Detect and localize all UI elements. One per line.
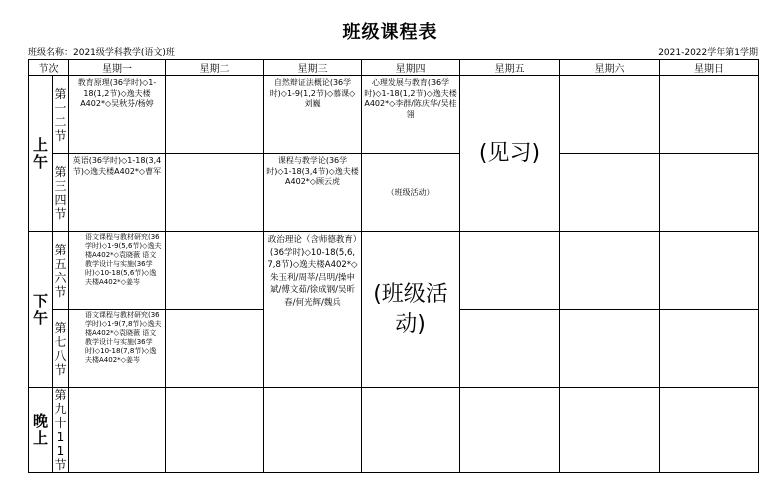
course-fri-1-4: (见习) <box>460 76 560 232</box>
course-wed-5-8: 政治理论（含师德教育）(36学时)◇10-18(5,6, 7,8节)◇逸夫楼A402*◇朱玉利/周莘/吕明/操申斌/傅文茹/徐成钢/吴昕春/何光辉/魏兵 <box>264 232 362 388</box>
empty-tue-5-6 <box>166 232 264 310</box>
empty-sat-5-6 <box>560 232 660 310</box>
page-title: 班级课程表 <box>342 22 438 43</box>
course-thu-3-4: （班级活动） <box>362 154 460 232</box>
header-thursday: 星期四 <box>362 60 460 76</box>
header-period: 节次 <box>29 60 69 76</box>
course-mon-3-4: 英语(36学时)◇1-18(3,4节)◇逸夫楼A402*◇曹军 <box>69 154 166 232</box>
empty-sat-7-8 <box>560 310 660 388</box>
empty-mon-9-11 <box>69 388 166 473</box>
slot-5-6: 第五六节 <box>53 232 69 310</box>
slot-9-11: 第九十11节 <box>54 388 67 472</box>
empty-tue-1-2 <box>166 76 264 154</box>
empty-tue-7-8 <box>166 310 264 388</box>
term-label: 2021-2022学年第1学期 <box>658 48 758 58</box>
header-tuesday: 星期二 <box>166 60 264 76</box>
header-sunday: 星期日 <box>660 60 759 76</box>
empty-sat-1-2 <box>560 76 660 154</box>
slot-3-4: 第三四节 <box>53 154 69 232</box>
course-wed-1-2: 自然辩证法概论(36学时)◇1-9(1,2节)◇慕课◇刘巍 <box>264 76 362 154</box>
course-wed-3-4: 课程与教学论(36学时)◇1-18(3,4节)◇逸夫楼A402*◇顾云虎 <box>264 154 362 232</box>
empty-sun-5-6 <box>660 232 759 310</box>
header-wednesday: 星期三 <box>264 60 362 76</box>
empty-thu-9-11 <box>362 388 460 473</box>
course-mon-7-8: 语文课程与教材研究(36学时)◇1-9(7,8节)◇逸夫楼A402*◇袁晓薇 语文教学设计与实施(36学时)◇10-18(7,8节)◇逸夫楼A402*◇姜岑 <box>69 310 166 388</box>
empty-fri-9-11 <box>460 388 560 473</box>
header-monday: 星期一 <box>69 60 166 76</box>
empty-tue-9-11 <box>166 388 264 473</box>
course-thu-1-2: 心理发展与教育(36学时)◇1-18(1,2节)◇逸夫楼A402*◇李群/陈庆华/吴桂翎 <box>362 76 460 154</box>
slot-7-8: 第七八节 <box>53 310 69 388</box>
schedule-table <box>28 59 759 473</box>
empty-tue-3-4 <box>166 154 264 232</box>
empty-wed-9-11 <box>264 388 362 473</box>
empty-fri-5-6 <box>460 232 560 310</box>
empty-sun-9-11 <box>660 388 759 473</box>
period-evening: 晚上 <box>29 388 53 473</box>
header-saturday: 星期六 <box>560 60 660 76</box>
class-name-label: 班级名称：2021级学科教学(语文)班 <box>28 48 175 58</box>
empty-sat-9-11 <box>560 388 660 473</box>
course-mon-1-2: 教育原理(36学时)◇1-18(1,2节)◇逸夫楼A402*◇吴秋芬/杨婷 <box>69 76 166 154</box>
slot-1-2: 第一二节 <box>53 76 69 154</box>
course-mon-5-6: 语文课程与教材研究(36学时)◇1-9(5,6节)◇逸夫楼A402*◇袁晓薇 语文教学设计与实施(36学时)◇10-18(5,6节)◇逸夫楼A402*◇姜岑 <box>69 232 166 310</box>
header-friday: 星期五 <box>460 60 560 76</box>
empty-sat-3-4 <box>560 154 660 232</box>
empty-sun-3-4 <box>660 154 759 232</box>
period-afternoon: 下午 <box>29 232 53 388</box>
empty-sun-1-2 <box>660 76 759 154</box>
empty-fri-7-8 <box>460 310 560 388</box>
course-thu-5-8: (班级活动) <box>362 232 460 388</box>
empty-sun-7-8 <box>660 310 759 388</box>
period-morning: 上午 <box>29 76 53 232</box>
